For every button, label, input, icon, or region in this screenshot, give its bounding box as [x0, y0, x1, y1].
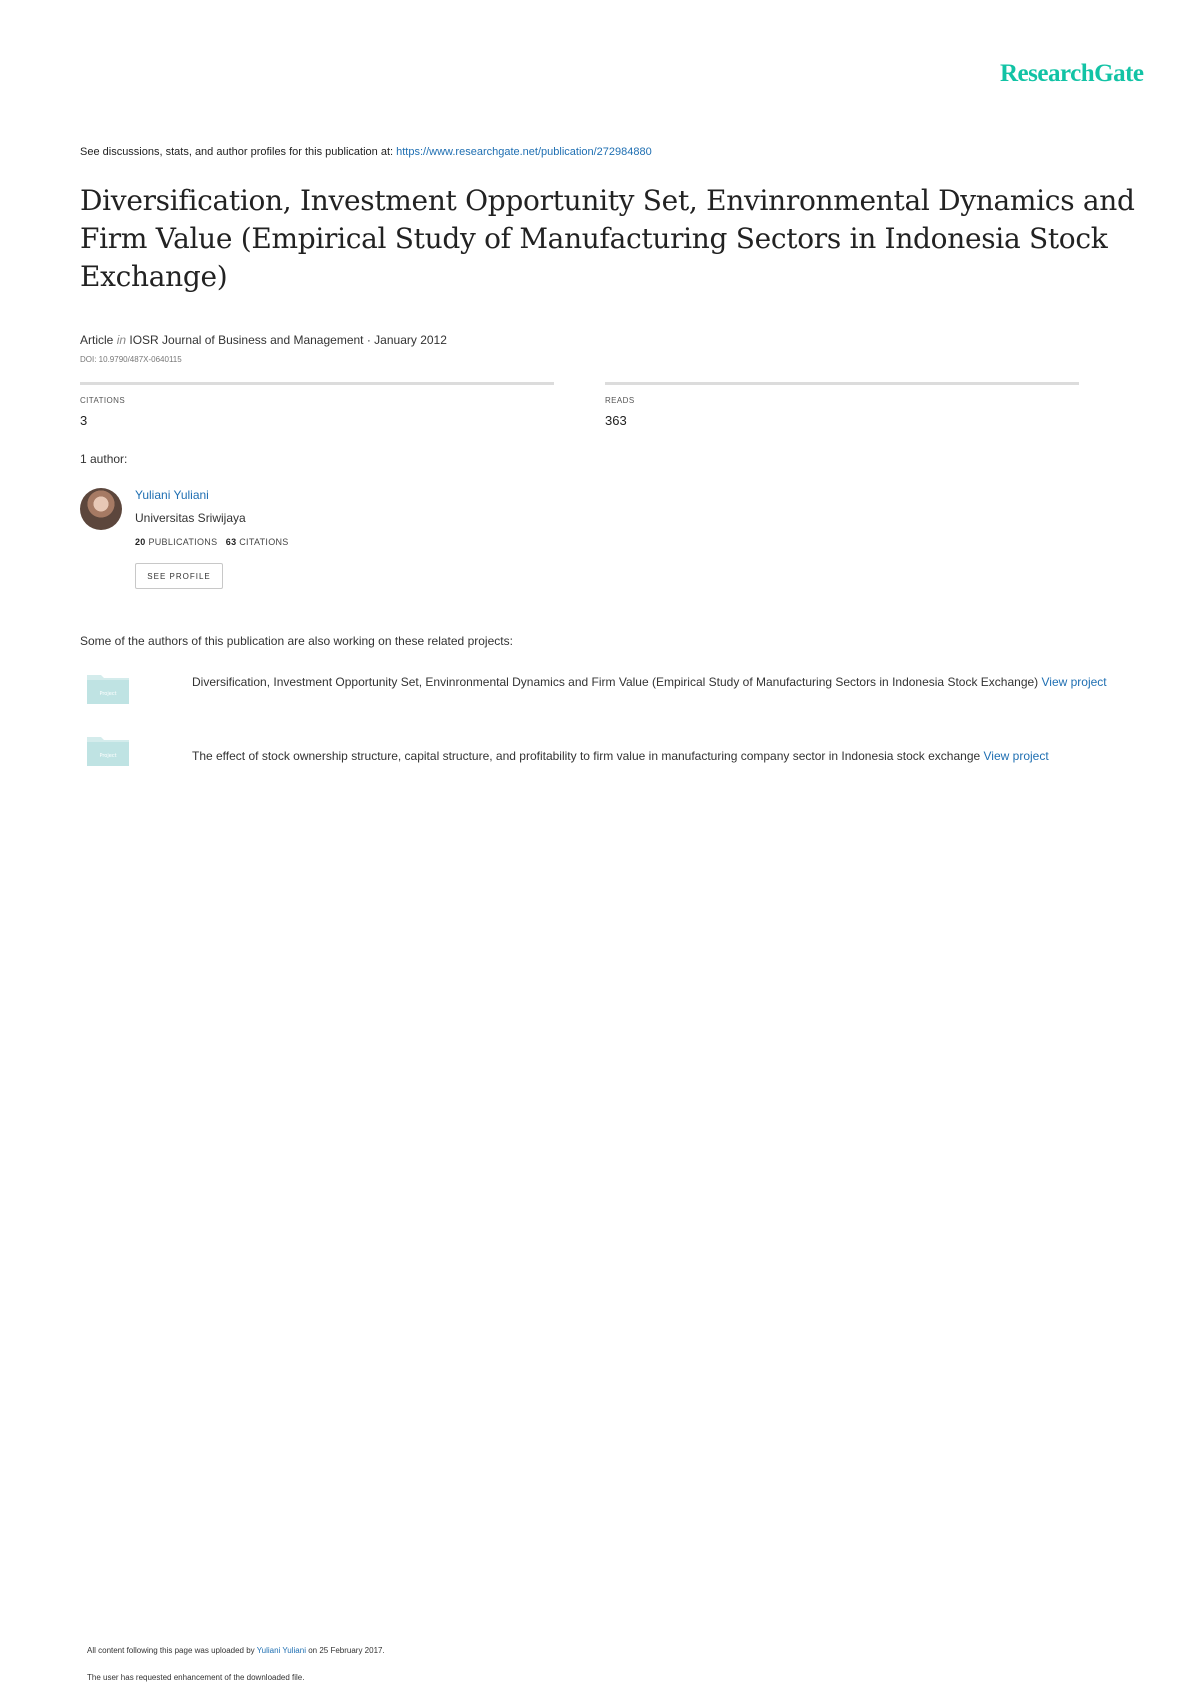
article-meta — [80, 333, 447, 347]
journal-date: IOSR Journal of Business and Management · January 2012 — [129, 333, 447, 347]
view-project-link[interactable]: View project — [1041, 675, 1107, 689]
project-folder-icon — [86, 734, 130, 767]
article-type: Article — [80, 333, 114, 347]
see-discussions-line — [80, 146, 652, 158]
researchgate-logo[interactable]: ResearchGate — [1000, 60, 1144, 87]
author-citations-count: 63 — [225, 537, 237, 547]
projects-heading: Some of the authors of this publication are also working on these related projects: — [80, 634, 513, 648]
citations-label: CITATIONS — [80, 396, 126, 405]
upload-note — [87, 1646, 385, 1655]
see-discussions-text: See discussions, stats, and author profiles for this publication at: — [80, 146, 397, 158]
author-citations-label: CITATIONS — [239, 537, 289, 547]
author-stats — [135, 537, 289, 547]
project-folder-icon — [86, 672, 130, 705]
project-title: Diversification, Investment Opportunity Set, Envinronmental Dynamics and Firm Value (Empirical Study of Manufacturing Sectors in Indonesia Stock Exchange) — [192, 675, 1042, 689]
enhancement-note: The user has requested enhancement of the downloaded file. — [87, 1673, 305, 1682]
reads-value: 363 — [605, 413, 627, 428]
project-icon-label: Project — [99, 753, 117, 759]
project-item — [192, 672, 1112, 693]
article-doi: DOI: 10.9790/487X-0640115 — [80, 355, 182, 364]
reads-divider — [605, 382, 1079, 385]
uploader-link[interactable]: Yuliani Yuliani — [256, 1646, 306, 1655]
upload-note-suffix: on 25 February 2017. — [305, 1646, 385, 1655]
view-project-link[interactable]: View project — [983, 749, 1049, 763]
see-profile-button[interactable]: SEE PROFILE — [135, 563, 223, 589]
project-icon-label: Project — [99, 691, 117, 697]
authors-heading: 1 author: — [80, 452, 128, 466]
author-name-link[interactable]: Yuliani Yuliani — [135, 488, 209, 502]
author-avatar[interactable] — [80, 488, 122, 530]
article-title: Diversification, Investment Opportunity Set, Envinronmental Dynamics and Firm Value (Empirical Study of Manufacturing Sectors in Indonesia Stock Exchange) — [80, 184, 1135, 293]
project-item — [192, 746, 1112, 767]
reads-label: READS — [605, 396, 635, 405]
upload-note-prefix: All content following this page was uploaded by — [87, 1646, 257, 1655]
citations-divider — [80, 382, 554, 385]
article-in: in — [116, 333, 127, 347]
citations-value: 3 — [80, 413, 88, 428]
author-publications-count: 20 — [135, 537, 146, 547]
project-title: The effect of stock ownership structure, capital structure, and profitability to firm value in manufacturing company sector in Indonesia stock exchange — [192, 749, 984, 763]
publication-url-link[interactable]: https://www.researchgate.net/publication/272984880 — [396, 146, 652, 158]
author-publications-label: PUBLICATIONS — [148, 537, 218, 547]
author-institution: Universitas Sriwijaya — [135, 511, 246, 525]
